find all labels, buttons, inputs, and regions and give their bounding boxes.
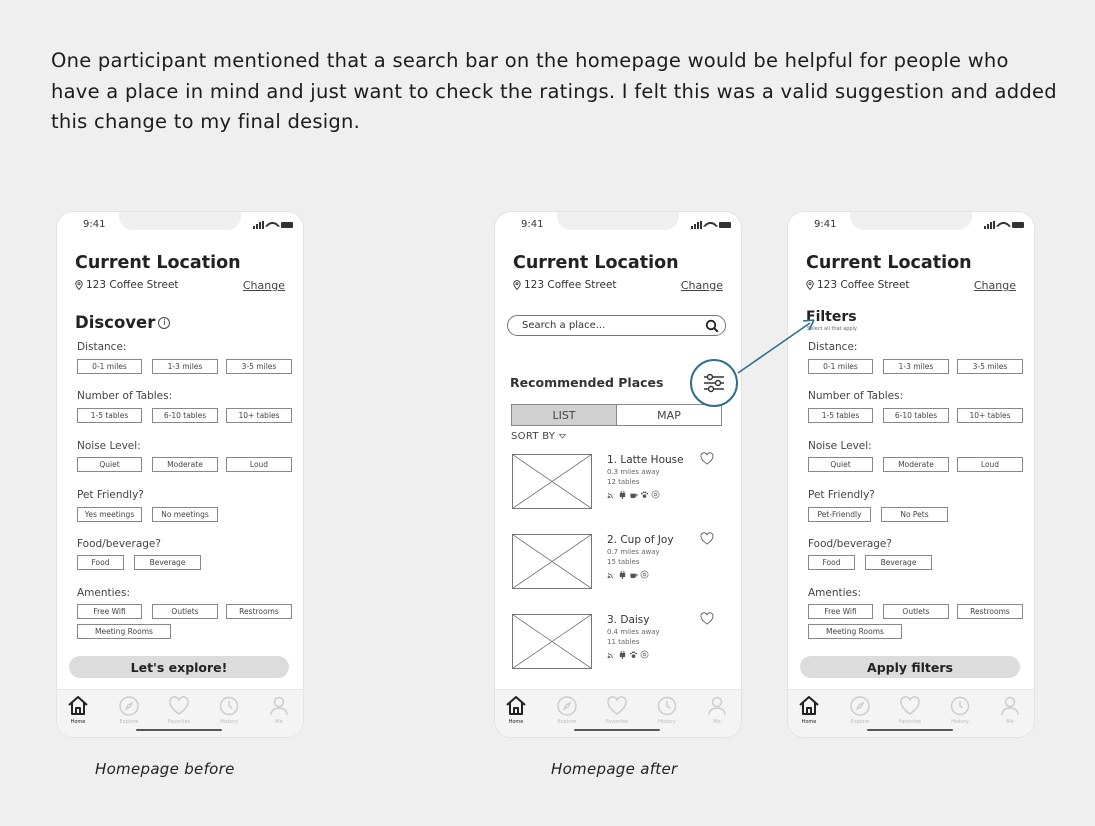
apply-filters-button[interactable]: Apply filters bbox=[800, 656, 1020, 678]
change-location-link[interactable]: Change bbox=[680, 279, 723, 292]
tab-home[interactable] bbox=[58, 694, 98, 725]
battery-icon bbox=[719, 222, 731, 228]
place-image-placeholder bbox=[512, 534, 592, 589]
tab-bar bbox=[57, 689, 303, 737]
filters-subtitle: Select all that apply bbox=[807, 326, 857, 332]
place-image-placeholder bbox=[512, 614, 592, 669]
chip-restrooms[interactable]: Restrooms bbox=[957, 604, 1023, 619]
chip-free-wifi[interactable]: Free Wifi bbox=[808, 604, 873, 619]
tab-explore[interactable] bbox=[840, 694, 880, 725]
chip-outlets[interactable]: Outlets bbox=[883, 604, 949, 619]
home-icon bbox=[797, 694, 821, 718]
place-card[interactable] bbox=[512, 614, 722, 674]
tab-favorites-label: Favorites bbox=[605, 719, 629, 725]
address bbox=[806, 279, 910, 291]
wifi-icon bbox=[607, 570, 616, 579]
lets-explore-button[interactable]: Let's explore! bbox=[69, 656, 289, 678]
chip-pet-yes[interactable]: Yes meetings bbox=[77, 507, 142, 522]
notch bbox=[119, 212, 241, 230]
history-icon bbox=[217, 694, 241, 718]
tab-home-label: Home bbox=[801, 719, 817, 725]
place-distance: 0.7 miles away bbox=[607, 548, 660, 556]
noise-icon bbox=[651, 490, 660, 499]
chip-pet-no[interactable]: No meetings bbox=[152, 507, 218, 522]
chip-tables-10-plus[interactable]: 10+ tables bbox=[226, 408, 292, 423]
home-icon bbox=[504, 694, 528, 718]
chip-pet-friendly[interactable]: Pet-Friendly bbox=[808, 507, 871, 522]
tab-home[interactable] bbox=[496, 694, 536, 725]
compass-icon bbox=[117, 694, 141, 718]
tab-me[interactable] bbox=[697, 694, 737, 725]
tab-favorites-label: Favorites bbox=[167, 719, 191, 725]
history-icon bbox=[948, 694, 972, 718]
compass-icon bbox=[848, 694, 872, 718]
caption-after: Homepage after bbox=[551, 760, 678, 778]
location-title: Current Location bbox=[513, 253, 679, 273]
filter-settings-button[interactable] bbox=[690, 359, 738, 407]
address-text: 123 Coffee Street bbox=[86, 279, 179, 291]
signal-icon bbox=[691, 221, 702, 229]
paw-icon bbox=[629, 650, 638, 659]
notch bbox=[557, 212, 679, 230]
location-title: Current Location bbox=[806, 253, 972, 273]
battery-icon bbox=[1012, 222, 1024, 228]
pet-label: Pet Friendly? bbox=[808, 489, 875, 501]
noise-icon bbox=[640, 650, 649, 659]
tab-me[interactable] bbox=[990, 694, 1030, 725]
chevron-down-icon bbox=[559, 434, 566, 439]
status-icons bbox=[984, 218, 1024, 232]
chip-distance-0-1[interactable]: 0-1 miles bbox=[808, 359, 873, 374]
tab-me-label: Me bbox=[713, 719, 721, 725]
tab-favorites[interactable] bbox=[597, 694, 637, 725]
location-title: Current Location bbox=[75, 253, 241, 273]
chip-no-pets[interactable]: No Pets bbox=[881, 507, 948, 522]
tab-history-label: History bbox=[951, 719, 969, 725]
chip-distance-0-1[interactable]: 0-1 miles bbox=[77, 359, 142, 374]
place-name: 2. Cup of Joy bbox=[607, 534, 674, 546]
sliders-icon bbox=[702, 372, 726, 394]
search-icon[interactable] bbox=[705, 319, 719, 333]
tab-history-label: History bbox=[658, 719, 676, 725]
favorite-heart-icon[interactable] bbox=[700, 532, 714, 545]
chip-food[interactable]: Food bbox=[77, 555, 124, 570]
chip-tables-6-10[interactable]: 6-10 tables bbox=[152, 408, 218, 423]
tab-me-label: Me bbox=[1006, 719, 1014, 725]
chip-tables-1-5[interactable]: 1-5 tables bbox=[808, 408, 873, 423]
tab-bar bbox=[495, 689, 741, 737]
tab-history[interactable] bbox=[209, 694, 249, 725]
wifi-icon bbox=[703, 219, 719, 235]
chip-tables-10-plus[interactable]: 10+ tables bbox=[957, 408, 1023, 423]
tab-history[interactable] bbox=[647, 694, 687, 725]
chip-noise-moderate[interactable]: Moderate bbox=[152, 457, 218, 472]
wifi-icon bbox=[265, 219, 281, 235]
phone-homepage-after bbox=[495, 212, 741, 737]
user-icon bbox=[267, 694, 291, 718]
place-tables: 15 tables bbox=[607, 558, 640, 566]
pet-label: Pet Friendly? bbox=[77, 489, 144, 501]
address-text: 123 Coffee Street bbox=[817, 279, 910, 291]
map-tab[interactable]: MAP bbox=[657, 408, 681, 422]
search-placeholder: Search a place... bbox=[522, 320, 606, 331]
phone-homepage-before bbox=[57, 212, 303, 737]
chip-distance-1-3[interactable]: 1-3 miles bbox=[152, 359, 218, 374]
discover-heading bbox=[75, 313, 170, 332]
amenities-label: Amenties: bbox=[808, 587, 862, 599]
notch bbox=[850, 212, 972, 230]
place-card[interactable] bbox=[512, 454, 722, 514]
heart-icon bbox=[605, 694, 629, 718]
address bbox=[75, 279, 179, 291]
pin-icon bbox=[75, 280, 83, 290]
chip-meeting-rooms[interactable]: Meeting Rooms bbox=[808, 624, 902, 639]
tab-home-label: Home bbox=[70, 719, 86, 725]
tab-explore-label: Explore bbox=[119, 719, 139, 725]
tab-history-label: History bbox=[220, 719, 238, 725]
food-label: Food/beverage? bbox=[808, 538, 892, 550]
signal-icon bbox=[984, 221, 995, 229]
chip-distance-1-3[interactable]: 1-3 miles bbox=[883, 359, 949, 374]
tab-home-label: Home bbox=[508, 719, 524, 725]
tables-label: Number of Tables: bbox=[808, 390, 904, 402]
home-indicator bbox=[867, 729, 953, 731]
phone-filters bbox=[788, 212, 1034, 737]
tab-me[interactable] bbox=[259, 694, 299, 725]
chip-noise-moderate[interactable]: Moderate bbox=[883, 457, 949, 472]
outlet-icon bbox=[618, 490, 627, 499]
place-name: 3. Daisy bbox=[607, 614, 650, 626]
chip-beverage[interactable]: Beverage bbox=[134, 555, 201, 570]
tab-favorites[interactable] bbox=[159, 694, 199, 725]
history-icon bbox=[655, 694, 679, 718]
tab-home[interactable] bbox=[789, 694, 829, 725]
chip-tables-6-10[interactable]: 6-10 tables bbox=[883, 408, 949, 423]
tab-explore[interactable] bbox=[547, 694, 587, 725]
change-location-link[interactable]: Change bbox=[973, 279, 1016, 292]
distance-label: Distance: bbox=[808, 341, 858, 353]
chip-restrooms[interactable]: Restrooms bbox=[226, 604, 292, 619]
info-icon[interactable]: i bbox=[158, 317, 170, 329]
address bbox=[513, 279, 617, 291]
favorite-heart-icon[interactable] bbox=[700, 612, 714, 625]
paw-icon bbox=[640, 490, 649, 499]
compass-icon bbox=[555, 694, 579, 718]
distance-label: Distance: bbox=[77, 341, 127, 353]
amenity-icons bbox=[607, 650, 649, 659]
status-icons bbox=[691, 218, 731, 232]
home-icon bbox=[66, 694, 90, 718]
status-time: 9:41 bbox=[521, 219, 544, 230]
chip-noise-quiet[interactable]: Quiet bbox=[77, 457, 142, 472]
list-tab[interactable]: LIST bbox=[512, 405, 617, 425]
caption-before: Homepage before bbox=[95, 760, 235, 778]
search-input[interactable] bbox=[507, 315, 726, 336]
heart-icon bbox=[898, 694, 922, 718]
status-icons bbox=[253, 218, 293, 232]
coffee-icon bbox=[629, 490, 638, 499]
sort-by-dropdown[interactable] bbox=[511, 431, 566, 442]
home-indicator bbox=[136, 729, 222, 731]
tab-history[interactable] bbox=[940, 694, 980, 725]
wifi-icon bbox=[996, 219, 1012, 235]
chip-noise-loud[interactable]: Loud bbox=[226, 457, 292, 472]
chip-outlets[interactable]: Outlets bbox=[152, 604, 218, 619]
place-distance: 0.4 miles away bbox=[607, 628, 660, 636]
tab-favorites-label: Favorites bbox=[898, 719, 922, 725]
recommended-heading: Recommended Places bbox=[510, 375, 664, 390]
view-toggle bbox=[511, 404, 722, 426]
place-image-placeholder bbox=[512, 454, 592, 509]
chip-noise-quiet[interactable]: Quiet bbox=[808, 457, 873, 472]
place-name: 1. Latte House bbox=[607, 454, 684, 466]
place-card[interactable] bbox=[512, 534, 722, 594]
wifi-icon bbox=[607, 490, 616, 499]
amenity-icons bbox=[607, 570, 649, 579]
favorite-heart-icon[interactable] bbox=[700, 452, 714, 465]
pin-icon bbox=[513, 280, 521, 290]
amenity-icons bbox=[607, 490, 660, 499]
tab-me-label: Me bbox=[275, 719, 283, 725]
place-tables: 11 tables bbox=[607, 638, 640, 646]
chip-distance-3-5[interactable]: 3-5 miles bbox=[226, 359, 292, 374]
noise-label: Noise Level: bbox=[77, 440, 141, 452]
address-text: 123 Coffee Street bbox=[524, 279, 617, 291]
user-icon bbox=[998, 694, 1022, 718]
chip-meeting-rooms[interactable]: Meeting Rooms bbox=[77, 624, 171, 639]
chip-tables-1-5[interactable]: 1-5 tables bbox=[77, 408, 142, 423]
outlet-icon bbox=[618, 570, 627, 579]
status-time: 9:41 bbox=[814, 219, 837, 230]
tab-explore[interactable] bbox=[109, 694, 149, 725]
discover-title: Discover bbox=[75, 313, 156, 332]
tab-favorites[interactable] bbox=[890, 694, 930, 725]
tables-label: Number of Tables: bbox=[77, 390, 173, 402]
battery-icon bbox=[281, 222, 293, 228]
tab-explore-label: Explore bbox=[850, 719, 870, 725]
heart-icon bbox=[167, 694, 191, 718]
sort-by-label: SORT BY bbox=[511, 431, 556, 442]
tab-bar bbox=[788, 689, 1034, 737]
chip-food[interactable]: Food bbox=[808, 555, 855, 570]
place-tables: 12 tables bbox=[607, 478, 640, 486]
home-indicator bbox=[574, 729, 660, 731]
filters-heading: Filters bbox=[806, 309, 857, 325]
noise-icon bbox=[640, 570, 649, 579]
intro-paragraph: One participant mentioned that a search bar on the homepage would be helpful for people who have a place in mind and just want to check the ratings. I felt this was a valid suggestion and added this change to my final design. bbox=[51, 49, 1057, 133]
food-label: Food/beverage? bbox=[77, 538, 161, 550]
chip-beverage[interactable]: Beverage bbox=[865, 555, 932, 570]
chip-noise-loud[interactable]: Loud bbox=[957, 457, 1023, 472]
signal-icon bbox=[253, 221, 264, 229]
chip-distance-3-5[interactable]: 3-5 miles bbox=[957, 359, 1023, 374]
coffee-icon bbox=[629, 570, 638, 579]
change-location-link[interactable]: Change bbox=[242, 279, 285, 292]
place-distance: 0.3 miles away bbox=[607, 468, 660, 476]
noise-label: Noise Level: bbox=[808, 440, 872, 452]
outlet-icon bbox=[618, 650, 627, 659]
pin-icon bbox=[806, 280, 814, 290]
chip-free-wifi[interactable]: Free Wifi bbox=[77, 604, 142, 619]
amenities-label: Amenties: bbox=[77, 587, 131, 599]
wifi-icon bbox=[607, 650, 616, 659]
user-icon bbox=[705, 694, 729, 718]
status-time: 9:41 bbox=[83, 219, 106, 230]
tab-explore-label: Explore bbox=[557, 719, 577, 725]
